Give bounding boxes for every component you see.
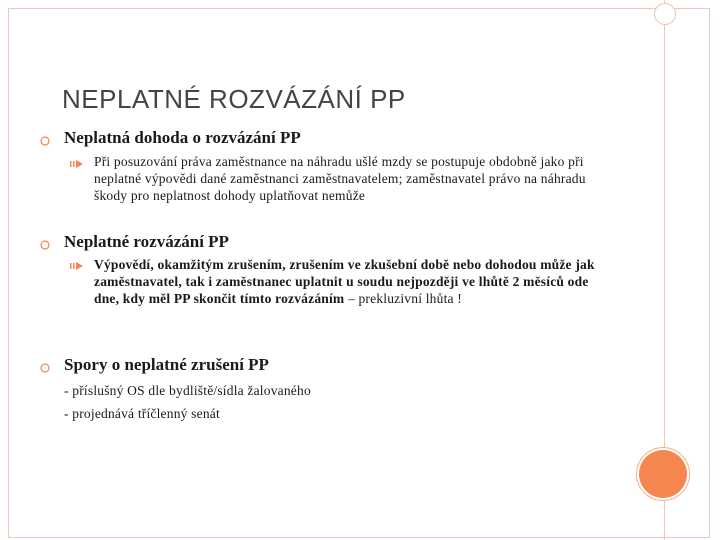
circle-bullet-icon (40, 363, 50, 373)
section-line-2: - projednává tříčlenný senát (64, 406, 220, 421)
section-line-1: - příslušný OS dle bydliště/sídla žalovaného (64, 383, 311, 398)
striped-arrow-bullet-icon (70, 261, 84, 271)
decorative-small-circle (654, 3, 676, 25)
slide-title: NEPLATNÉ ROZVÁZÁNÍ PP (62, 84, 406, 114)
section-body-2-bold: Výpovědí, okamžitým zrušením, zrušením ve zkušební době nebo dohodou může jak zaměstnavatel, tak i zaměstnanec uplatnit u soudu nejpozději ve lhůtě 2 měsíců ode dne, kdy měl PP skončit tímto rozvázáním (94, 257, 595, 306)
section-body-2 (94, 256, 614, 307)
section-heading-2: Neplatné rozvázání PP (64, 232, 229, 251)
section-body-1: Při posuzování práva zaměstnance na náhradu ušlé mzdy se postupuje obdobně jako při neplatné výpovědi dané zaměstnanci zaměstnavatelem; zaměstnavatel právo na náhradu škody pro neplatnost dohody uplatňovat nemůže (94, 154, 586, 203)
decorative-orange-circle (639, 450, 687, 498)
section-heading-1: Neplatná dohoda o rozvázání PP (64, 128, 301, 147)
circle-bullet-icon (40, 240, 50, 250)
section-heading-3: Spory o neplatné zrušení PP (64, 355, 269, 374)
section-body-2-rest: – prekluzivní lhůta ! (344, 291, 462, 306)
circle-bullet-icon (40, 136, 50, 146)
striped-arrow-bullet-icon (70, 159, 84, 169)
